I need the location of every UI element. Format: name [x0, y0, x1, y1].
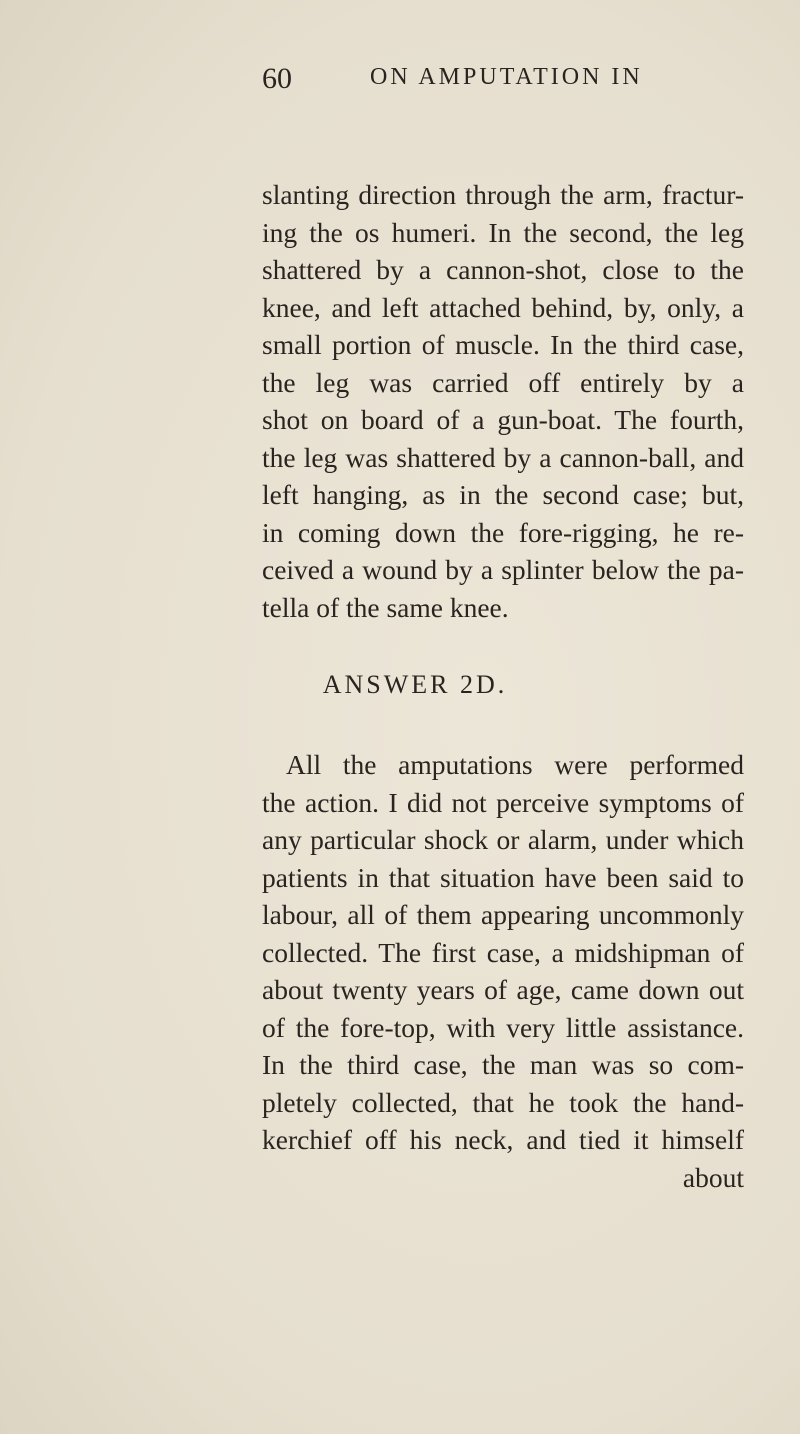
text-line: pletely collected, that he took the hand- — [262, 1086, 744, 1118]
page-number: 60 — [262, 62, 292, 95]
text-line: ing the os humeri. In the second, the leg — [262, 216, 744, 248]
text-line: kerchief off his neck, and tied it himself — [262, 1124, 744, 1155]
text-line: in coming down the fore-rigging, he re- — [262, 516, 744, 548]
page-header — [262, 62, 744, 98]
text-line: any particular shock or alarm, under which — [262, 824, 744, 855]
text-line: All the amputations were performed — [286, 749, 744, 780]
text-line: ceived a wound by a splinter below the pa- — [262, 554, 744, 585]
text-line: In the third case, the man was so com- — [262, 1049, 744, 1080]
text-line: collected. The first case, a midshipman of — [262, 936, 744, 968]
text-line: patients in that situation have been said to — [262, 861, 744, 893]
text-line: slanting direction through the arm, fractur- — [262, 179, 744, 210]
text-line: tella of the same knee. — [262, 591, 509, 623]
text-line: the leg was shattered by a cannon-ball, and — [262, 441, 744, 473]
running-head: ON AMPUTATION IN — [370, 64, 643, 90]
paragraph-2 — [262, 746, 744, 1196]
text-line: shattered by a cannon-shot, close to the — [262, 254, 744, 285]
text-line: the action. I did not perceive symptoms of — [262, 786, 744, 818]
text-line: shot on board of a gun-boat. The fourth, — [262, 404, 744, 435]
text-line: small portion of muscle. In the third case, — [262, 329, 744, 360]
text-line: labour, all of them appearing uncommonly — [262, 899, 744, 930]
text-line: the leg was carried off entirely by a — [262, 366, 744, 398]
text-line: about twenty years of age, came down out — [262, 974, 744, 1005]
text-line: of the fore-top, with very little assistance. — [262, 1011, 744, 1043]
catchword: about — [682, 1161, 744, 1193]
text-line: knee, and left attached behind, by, only, a — [262, 291, 744, 323]
section-heading: ANSWER 2D. — [322, 670, 508, 699]
text-line: left hanging, as in the second case; but, — [262, 479, 744, 510]
paragraph-1 — [262, 176, 744, 626]
